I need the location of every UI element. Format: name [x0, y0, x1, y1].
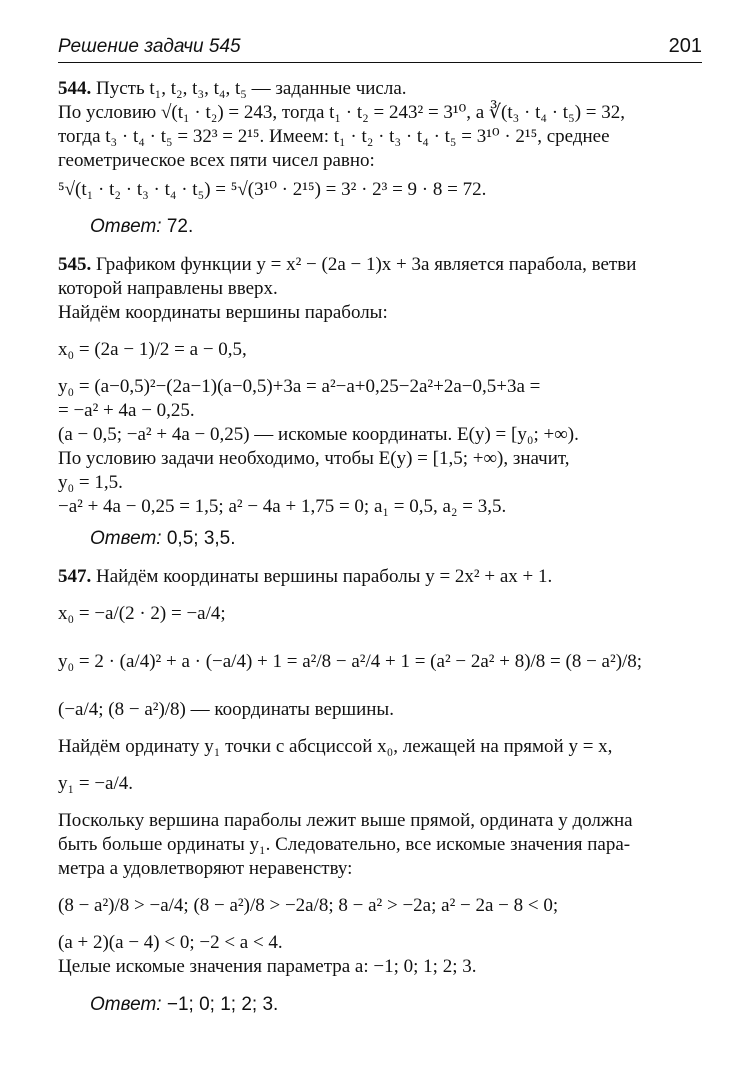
- formula-line: x₀ = −a/(2 · 2) = −a/4;: [58, 603, 226, 624]
- text-line: тогда t₃ · t₄ · t₅ = 32³ = 2¹⁵. Имеем: t₁ · t₂ · t₃ · t₄ · t₅ = 3¹⁰ · 2¹⁵, среднее: [58, 126, 610, 147]
- answer: [90, 215, 702, 239]
- text-line: По условию √(t₁ · t₂) = 243, тогда t₁ · t₂ = 243² = 3¹⁰, а ∛(t₃ · t₄ · t₅) = 32,: [58, 102, 625, 123]
- text-line: Найдём ординату y₁ точки с абсциссой x₀, лежащей на прямой y = x,: [58, 736, 613, 757]
- formula-line: (a + 2)(a − 4) < 0; −2 < a < 4.: [58, 932, 283, 953]
- problem-545: [58, 253, 702, 551]
- formula-line: y₀ = 2 · (a/4)² + a · (−a/4) + 1 = a²/8 − a²/4 + 1 = (a² − 2a² + 8)/8 = (8 − a²)/8;: [58, 651, 643, 672]
- page-number: 201: [668, 35, 702, 57]
- answer-value: 0,5; 3,5.: [166, 528, 236, 549]
- problem-547: [58, 565, 702, 1017]
- text-line: Найдём координаты вершины параболы y = 2x² + ax + 1.: [96, 566, 553, 587]
- text-line: Пусть t₁, t₂, t₃, t₄, t₅ — заданные числа.: [96, 78, 407, 99]
- answer: [90, 527, 702, 551]
- formula-line: y₀ = 1,5.: [58, 472, 123, 493]
- answer-label: Ответ:: [90, 528, 162, 549]
- answer-value: 72.: [166, 216, 194, 237]
- text-line: которой направлены вверх.: [58, 278, 278, 299]
- text-line: быть больше ординаты y₁. Следовательно, все искомые значения пара-: [58, 834, 631, 855]
- formula-line: −a² + 4a − 0,25 = 1,5; a² − 4a + 1,75 = 0; a₁ = 0,5, a₂ = 3,5.: [58, 496, 507, 517]
- formula-line: y₁ = −a/4.: [58, 773, 134, 794]
- problem-544: [58, 77, 702, 239]
- formula-line: x₀ = (2a − 1)/2 = a − 0,5,: [58, 339, 247, 360]
- formula-line: ⁵√(t₁ · t₂ · t₃ · t₄ · t₅) = ⁵√(3¹⁰ · 2¹⁵) = 3² · 2³ = 9 · 8 = 72.: [58, 179, 487, 200]
- problem-number: 547.: [58, 566, 92, 587]
- text-line: Графиком функции y = x² − (2a − 1)x + 3a является парабола, ветви: [96, 254, 637, 275]
- answer-label: Ответ:: [90, 216, 162, 237]
- answer-label: Ответ:: [90, 994, 162, 1015]
- answer: [90, 993, 702, 1017]
- text-line: Целые искомые значения параметра a: −1; 0; 1; 2; 3.: [58, 956, 477, 977]
- text-line: Найдём координаты вершины параболы:: [58, 302, 388, 323]
- running-header: [58, 32, 702, 63]
- text-line: Поскольку вершина параболы лежит выше прямой, ордината y должна: [58, 810, 633, 831]
- formula-line: (8 − a²)/8 > −a/4; (8 − a²)/8 > −2a/8; 8 − a² > −2a; a² − 2a − 8 < 0;: [58, 895, 559, 916]
- header-title: Решение задачи 545: [58, 36, 241, 57]
- problem-number: 544.: [58, 78, 92, 99]
- text-line: По условию задачи необходимо, чтобы E(y) = [1,5; +∞), значит,: [58, 448, 570, 469]
- formula-line: (−a/4; (8 − a²)/8) — координаты вершины.: [58, 699, 394, 720]
- text-line: (a − 0,5; −a² + 4a − 0,25) — искомые координаты. E(y) = [y₀; +∞).: [58, 424, 579, 445]
- text-line: метра a удовлетворяют неравенству:: [58, 858, 353, 879]
- answer-value: −1; 0; 1; 2; 3.: [166, 994, 279, 1015]
- problem-number: 545.: [58, 254, 92, 275]
- page-body: [58, 77, 702, 1017]
- formula-line: = −a² + 4a − 0,25.: [58, 400, 195, 421]
- text-line: геометрическое всех пяти чисел равно:: [58, 150, 375, 171]
- formula-line: y₀ = (a−0,5)²−(2a−1)(a−0,5)+3a = a²−a+0,25−2a²+2a−0,5+3a =: [58, 376, 541, 397]
